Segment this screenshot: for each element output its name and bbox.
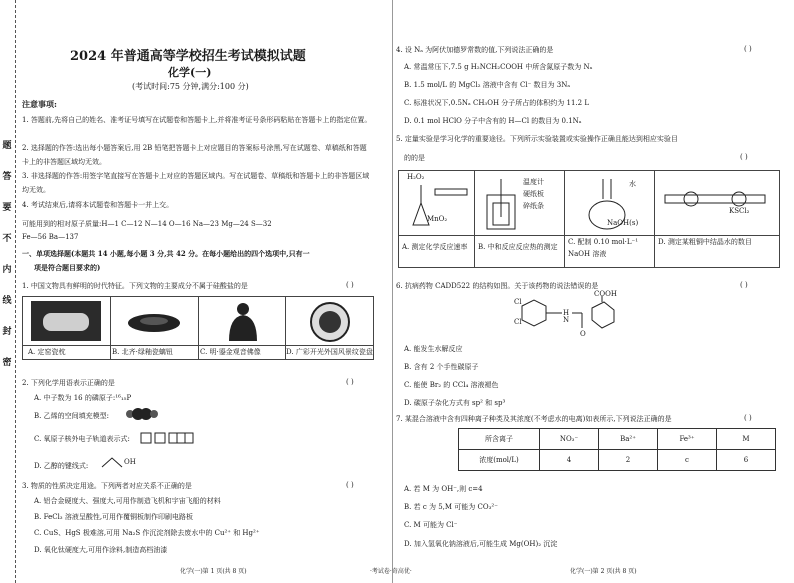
binding-line (15, 0, 16, 583)
option: D. 0.1 mol HClO 分子中含有的 H—Cl 的数目为 0.1Nₐ (404, 117, 582, 125)
table-cell: 4 (540, 450, 599, 471)
option: B. 乙烯的空间填充模型: (34, 412, 109, 420)
structure-label: Cl (514, 318, 522, 326)
question-stem: 7. 某混合溶液中含有四种离子种类及其浓度(不考虑水的电离)如表所示,下列说法正确的是 (396, 415, 672, 423)
table-cell: 6 (717, 450, 776, 471)
note-item: 3. 非选择题的作答:用签字笔直接写在答题卡上对应的答题区域内。写在试题卷、草稿纸和答题卡上的非答题区域均无效。 (22, 172, 370, 194)
table-row (459, 429, 776, 450)
note-item: 2. 选择题的作答:选出每小题答案后,用 2B 铅笔把答题卡上对应题目的答案标号涂黑,写在试题卷、草稿纸和答题卡上的非答题区域均无效。 (22, 144, 367, 166)
apparatus-label: NaOH(s) (607, 219, 639, 227)
binding-char: 内 (2, 265, 12, 275)
apparatus-label: KSCl₂ (729, 207, 750, 215)
option: B. 含有 2 个手性碳原子 (404, 363, 479, 371)
option: A. 常温常压下,7.5 g H₂NCH₂COOH 中所含氮原子数为 Nₐ (404, 63, 593, 71)
image-caption: D. 广彩开光外国风景纹瓷盘 (286, 348, 373, 356)
binding-text (2, 140, 12, 370)
table-header: Fe³⁺ (658, 429, 717, 450)
apparatus-label: 碎纸条 (523, 202, 544, 210)
apparatus-caption: B. 中和反应反应热的测定 (478, 243, 558, 251)
question-stem: 的的是 (404, 154, 425, 162)
apparatus-label: 水 (629, 180, 636, 188)
porcelain-plate-image (300, 301, 360, 343)
orbital-diagram-icon (140, 428, 196, 446)
center-footer: ·考试卷·奇高优· (370, 568, 412, 575)
note-item: 1. 答题前,先将自己的姓名、准考证号填写在试题卷和答题卡上,并将准考证号条形码粘贴在答题卡上的指定位置。 (22, 116, 372, 124)
apparatus-label: 温度计 (523, 178, 544, 186)
answer-paren: ( ) (740, 281, 748, 289)
option: C. 能使 Br₂ 的 CCl₄ 溶液褪色 (404, 381, 499, 389)
option: C. 氧原子核外电子轨道表示式: (34, 435, 130, 443)
option: D. 加入氢氧化钠溶液后,可能生成 Mg(OH)₂ 沉淀 (404, 540, 558, 548)
structure-label: N (563, 316, 570, 324)
table-row (459, 450, 776, 471)
option: C. 标准状况下,0.5Nₐ CH₃OH 分子所占的体积约为 11.2 L (404, 99, 589, 107)
table-cell: c (658, 450, 717, 471)
image-caption: C. 明·鎏金观音佛像 (200, 348, 261, 356)
apparatus-caption: A. 测定化学反应速率 (402, 243, 468, 251)
question-stem: 4. 设 Nₐ 为阿伏加德罗常数的值,下列说法正确的是 (396, 46, 554, 54)
glazed-dish-image (118, 303, 190, 341)
question-stem: 1. 中国文物具有鲜明的时代特征。下列文物的主要成分不属于硅酸盐的是 (22, 282, 248, 290)
flask-apparatus-icon (405, 177, 471, 233)
binding-char: 线 (2, 296, 12, 306)
structure-label: COOH (594, 290, 617, 298)
image-caption: A. 定窑瓷枕 (28, 348, 66, 356)
question-stem: 6. 抗病药物 CADD522 的结构如图。关于该药物的说法错误的是 (396, 282, 599, 290)
table-header: 所含离子 (459, 429, 540, 450)
question-stem: 3. 物质的性质决定用途。下列两者对应关系不正确的是 (22, 482, 192, 490)
apparatus-label: 硬纸板 (523, 190, 544, 198)
calorimeter-icon (481, 177, 521, 233)
option: A. 若 M 为 OH⁻,则 c=4 (404, 485, 483, 493)
question-stem: 2. 下列化学用语表示正确的是 (22, 379, 115, 387)
option: B. FeCl₃ 溶液呈酸性,可用作覆铜板制作印刷电路板 (34, 513, 194, 521)
answer-paren: ( ) (740, 153, 748, 161)
structure-label: H (563, 309, 570, 317)
binding-char: 题 (2, 141, 12, 151)
binding-char: 不 (2, 234, 12, 244)
structure-label: O (580, 330, 586, 338)
atomic-masses: Fe—56 Ba—137 (22, 233, 79, 241)
option: B. 若 c 为 5,M 可能为 CO₃²⁻ (404, 503, 498, 511)
answer-paren: ( ) (346, 481, 354, 489)
section-heading: 项是符合题目要求的) (34, 263, 101, 272)
table-cell: 2 (599, 450, 658, 471)
image-caption: B. 北齐·绿釉瓷螭钮 (112, 348, 173, 356)
page-title: 2024 年普通高等学校招生考试模拟试题 (70, 49, 306, 64)
binding-char: 答 (2, 172, 12, 182)
apparatus-caption: D. 测定某粗铜中结晶水的数目 (658, 238, 752, 246)
page-footer: 化学(一)第 2 页(共 8 页) (570, 568, 637, 575)
ion-table (458, 428, 776, 471)
option: C. M 可能为 Cl⁻ (404, 521, 458, 529)
option: A. 铝合金硬度大、强度大,可用作制造飞机和宇宙飞船的材料 (34, 497, 221, 505)
table-header: M (717, 429, 776, 450)
binding-char: 要 (2, 203, 12, 213)
answer-paren: ( ) (744, 45, 752, 53)
question-stem: 5. 定量实验是学习化学的重要途径。下列所示实验装置或实验操作正确且能达到相应实验目 (396, 135, 678, 143)
page-subtitle: 化学(一) (168, 66, 212, 79)
page-divider (392, 0, 393, 583)
table-cell: 浓度(mol/L) (459, 450, 540, 471)
notes-heading: 注意事项: (22, 99, 57, 109)
porcelain-pillow-image (31, 301, 101, 341)
apparatus-label: MnO₂ (427, 215, 448, 223)
option: A. 能发生水解反应 (404, 345, 463, 353)
binding-char: 封 (2, 327, 12, 337)
note-item: 4. 考试结束后,请将本试题卷和答题卡一并上交。 (22, 201, 174, 209)
structure-label: Cl (514, 298, 522, 306)
table-header: NO₃⁻ (540, 429, 599, 450)
buddha-statue-image (213, 301, 273, 343)
option: D. 碳原子杂化方式有 sp² 和 sp³ (404, 399, 506, 407)
option: D. 氧化钛硬度大,可用作涂料,制造高档油漆 (34, 546, 168, 554)
table-header: Ba²⁺ (599, 429, 658, 450)
exam-info: (考试时间:75 分钟,满分:100 分) (132, 82, 249, 91)
apparatus-caption: C. 配制 0.10 mol·L⁻¹ NaOH 溶液 (568, 238, 639, 258)
apparatus-label: H₂O₂ (407, 173, 425, 181)
answer-paren: ( ) (346, 378, 354, 386)
answer-paren: ( ) (744, 414, 752, 422)
tube-apparatus-icon (661, 181, 771, 221)
option: D. 乙醇的键线式: (34, 462, 89, 470)
option: B. 1.5 mol/L 的 MgCl₂ 溶液中含有 Cl⁻ 数目为 3Nₐ (404, 81, 571, 89)
binding-char: 密 (2, 358, 12, 368)
option: A. 中子数为 16 的磷原子:¹⁶₁₅P (34, 394, 132, 402)
page-footer: 化学(一)第 1 页(共 8 页) (180, 568, 247, 575)
answer-paren: ( ) (346, 281, 354, 289)
ethylene-model-icon (124, 406, 158, 422)
section-heading: 一、单项选择题(本题共 14 小题,每小题 3 分,共 42 分。在每小题给出的四个选项中,只有一 (22, 249, 310, 258)
atomic-masses: 可能用到的相对原子质量:H—1 C—12 N—14 O—16 Na—23 Mg—24 S—32 (22, 220, 272, 228)
option: C. CuS、HgS 极难溶,可用 Na₂S 作沉淀剂除去废水中的 Cu²⁺ 和 Hg²⁺ (34, 529, 260, 537)
